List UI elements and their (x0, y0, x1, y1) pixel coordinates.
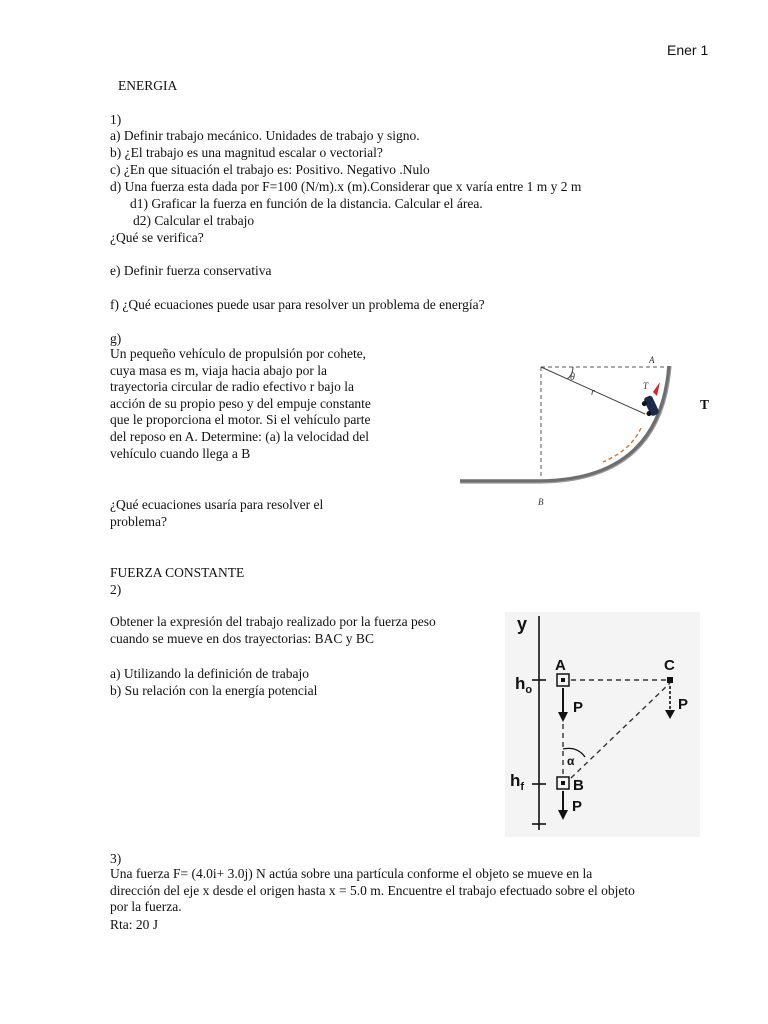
label-a: A (649, 355, 655, 365)
point-b-dot (561, 781, 565, 785)
section-g-question (110, 497, 323, 530)
section-1-item-b: b) ¿El trabajo es una magnitud escalar o vectorial? (110, 145, 383, 160)
label-h0-main: h (515, 674, 526, 693)
section-g-line: cuya masa es m, viaja hacia abajo por la (110, 362, 328, 378)
section-1-item-c: c) ¿En que situación el trabajo es: Positivo. Negativo .Nulo (110, 162, 430, 177)
figure-side-label: T (700, 397, 710, 412)
label-p-a: P (573, 699, 584, 716)
label-t: T (643, 381, 649, 391)
label-h0-sub: o (525, 684, 533, 696)
section-g-line: del reposo en A. Determine: (a) la velocidad del (110, 428, 370, 444)
section-g-line: vehículo cuando llega a B (110, 445, 251, 461)
point-c-dot (667, 677, 673, 683)
velocity-dashed-path (603, 428, 641, 462)
section-3-number: 3) (110, 851, 122, 866)
label-alpha: α (567, 754, 575, 768)
section-3-statement (110, 866, 635, 916)
section-1-item-d1: d1) Graficar la fuerza en función de la distancia. Calcular el área. (130, 196, 483, 211)
section-1-item-e: e) Definir fuerza conservativa (110, 263, 272, 278)
label-a: A (555, 657, 566, 674)
section-2-number: 2) (110, 582, 122, 597)
point-a-dot (561, 678, 565, 682)
section-2-item-a: a) Utilizando la definición de trabajo (110, 666, 310, 681)
track-edge (460, 366, 671, 483)
page-label: Ener 1 (667, 42, 709, 58)
weight-work-figure (505, 612, 700, 837)
track-surface (460, 366, 669, 481)
section-1-item-d2: d2) Calcular el trabajo (133, 213, 255, 228)
section-g-line: Un pequeño vehículo de propulsión por cohete, (110, 346, 367, 361)
y-axis-label: y (517, 614, 528, 634)
thrust-flame (653, 382, 660, 396)
section-2-statement (110, 614, 436, 647)
section-1-item-d: d) Una fuerza esta dada por F=100 (N/m).x (m).Considerar que x varía entre 1 m y 2 m (110, 179, 582, 194)
section-2-item-b: b) Su relación con la energía potencial (110, 683, 318, 698)
section-3-line: dirección del eje x desde el origen hasta x = 5.0 m. Encuentre el trabajo efectuado sobre el objeto (110, 882, 635, 898)
label-theta: θ (570, 372, 575, 383)
label-b: B (573, 777, 584, 794)
section-g-line: que le proporciona el motor. Si el vehículo parte (110, 412, 371, 428)
label-r: r (591, 387, 595, 398)
label-b: B (538, 497, 544, 507)
figure-background (505, 612, 700, 837)
label-p-c: P (678, 696, 689, 713)
section-g-line: trayectoria circular de radio efectivo r bajo la (110, 379, 354, 395)
section-1-item-f: f) ¿Qué ecuaciones puede usar para resolver un problema de energía? (110, 297, 485, 312)
label-hf-main: h (510, 771, 521, 790)
section-g-question-line: ¿Qué ecuaciones usaría para resolver el (110, 497, 324, 512)
section-g-number: g) (110, 331, 122, 346)
section-2-line: cuando se mueve en dos trayectorias: BAC y BC (110, 630, 374, 646)
document-title: ENERGIA (118, 78, 178, 93)
circular-track-figure (455, 352, 685, 512)
label-c: C (664, 657, 675, 674)
section-g-statement (110, 346, 371, 462)
section-g-question-line: problema? (110, 513, 167, 529)
section-2-heading: FUERZA CONSTANTE (110, 565, 245, 580)
section-3-line: por la fuerza. (110, 899, 182, 915)
section-1-number: 1) (110, 112, 122, 127)
label-hf-sub: f (520, 781, 525, 793)
section-1-item-a: a) Definir trabajo mecánico. Unidades de trabajo y signo. (110, 128, 420, 143)
section-3-answer: Rta: 20 J (110, 917, 159, 932)
label-p-b: P (572, 798, 583, 815)
section-g-line: acción de su propio peso y del empuje constante (110, 395, 371, 411)
section-2-line: Obtener la expresión del trabajo realizado por la fuerza peso (110, 614, 436, 629)
section-3-line: Una fuerza F= (4.0i+ 3.0j) N actúa sobre una partícula conforme el objeto se mueve en la (110, 866, 593, 881)
section-1-question: ¿Qué se verifica? (110, 230, 204, 245)
